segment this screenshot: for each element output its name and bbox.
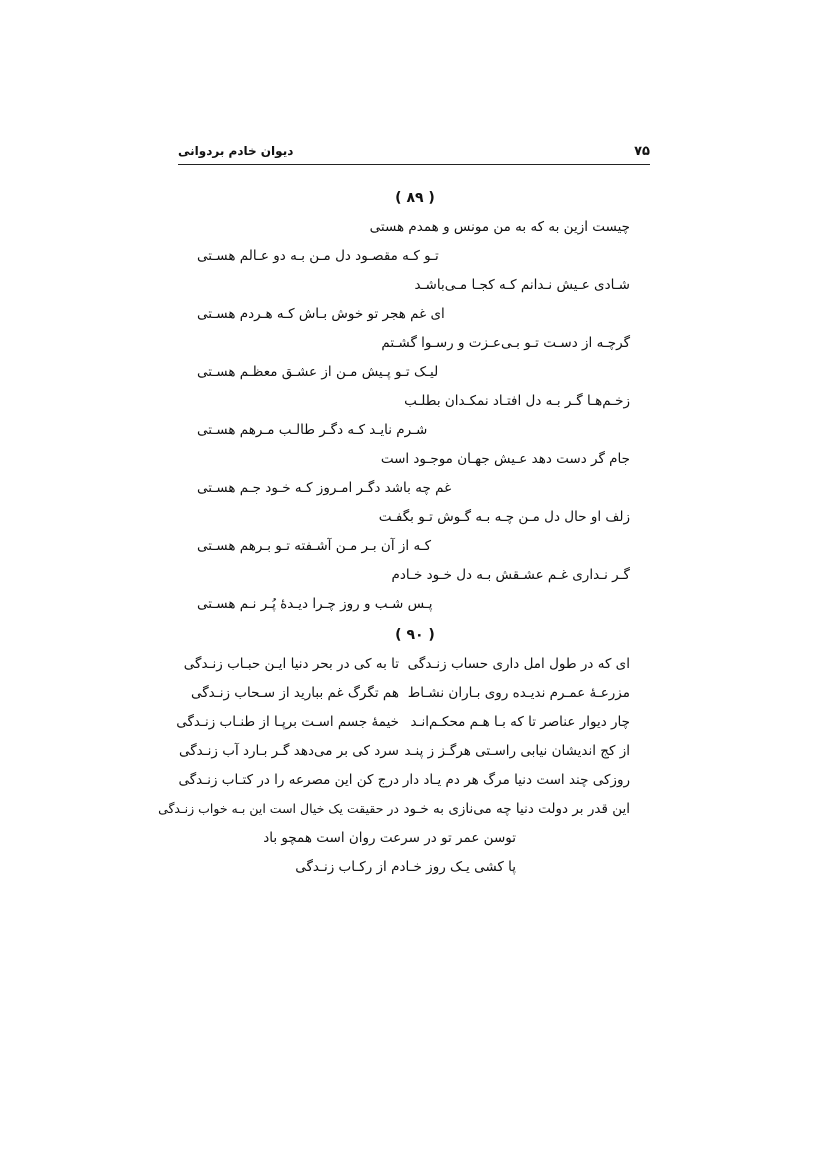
- page-header: [178, 140, 650, 165]
- verse-line: ای غم هجر تو خوش بـاش کـه هـردم هسـتی: [197, 306, 445, 322]
- verse-line: زلف او حال دل مـن چـه بـه گـوش تـو بگفـت: [378, 509, 630, 525]
- verse-line: گرچـه از دسـت تـو بـی‌عـزت و رسـوا گشـتم: [381, 335, 630, 351]
- verse-line: خیمهٔ جسم اسـت برپـا از طنـاب زنـدگی: [176, 714, 399, 730]
- verse-line: پـس شـب و روز چـرا دیـدهٔ پُـر نـم هسـتی: [197, 596, 433, 612]
- poem-number: ( ۹۰ ): [395, 627, 435, 643]
- verse-line: شـرم نایـد کـه دگـر طالـب مـرهم هسـتی: [197, 422, 428, 438]
- verse-line: چار دیوار عناصر تا که بـا هـم محکـم‌انـد: [410, 714, 630, 730]
- verse-line: پا کشی یـک روز خـادم از رکـاب زنـدگی: [295, 859, 516, 875]
- verse-line: در حقیقت یک خیال است این بـه خواب زنـدگی: [158, 801, 399, 816]
- verse-line: شـادی عـیش نـدانم کـه کجـا مـی‌باشـد: [414, 277, 630, 293]
- verse-line: ای که در طول امل داری حساب زنـدگی: [407, 656, 630, 672]
- verse-line: تا به کی در بحر دنیا ایـن حبـاب زنـدگی: [183, 656, 399, 672]
- verse-line: لیـک تـو پـیش مـن از عشـق معظـم هسـتی: [197, 364, 439, 380]
- verse-line: روزکی چند است دنیا مرگ هر دم یـاد دار: [402, 772, 630, 788]
- verse-line: این قدر بر دولت دنیا چه می‌نازی به خـود: [403, 801, 630, 817]
- verse-line: هم تگرگ غم ببارید از سـحاب زنـدگی: [190, 685, 399, 701]
- verse-line: زخـم‌هـا گـر بـه دل افتـاد نمکـدان بطلـب: [404, 393, 630, 409]
- verse-line: جام گر دست دهد عـیش جهـان موجـود است: [380, 451, 630, 467]
- verse-line: تـو کـه مقصـود دل مـن بـه دو عـالم هسـتی: [197, 248, 439, 264]
- verse-line: توسن عمر تو در سرعت روان است همچو باد: [263, 830, 516, 846]
- verse-line: سرد کی بر می‌دهد گـر بـارد آب زنـدگی: [178, 743, 399, 759]
- verse-line: از کج اندیشان نیابی راسـتی هرگـز ز پنـد: [404, 743, 630, 759]
- verse-line: غم چه باشد دگـر امـروز کـه خـود جـم هسـتی: [197, 480, 452, 496]
- verse-line: چیست ازین به که به من مونس و همدم هستی: [369, 219, 630, 235]
- verse-line: مزرعـهٔ عمـرم ندیـده روی بـاران نشـاط: [407, 685, 630, 701]
- verse-line: گـر نـداری غـم عشـقش بـه دل خـود خـادم: [391, 567, 630, 583]
- book-title: دیوان خادم بردوانی: [178, 144, 294, 158]
- verse-line: درج کن این مصرعه را در کتـاب زنـدگی: [178, 772, 399, 788]
- page-number: ۷۵: [634, 144, 650, 159]
- verse-line: کـه از آن بـر مـن آشـفته تـو بـرهم هسـتی: [197, 538, 432, 554]
- poem-number: ( ۸۹ ): [395, 190, 435, 206]
